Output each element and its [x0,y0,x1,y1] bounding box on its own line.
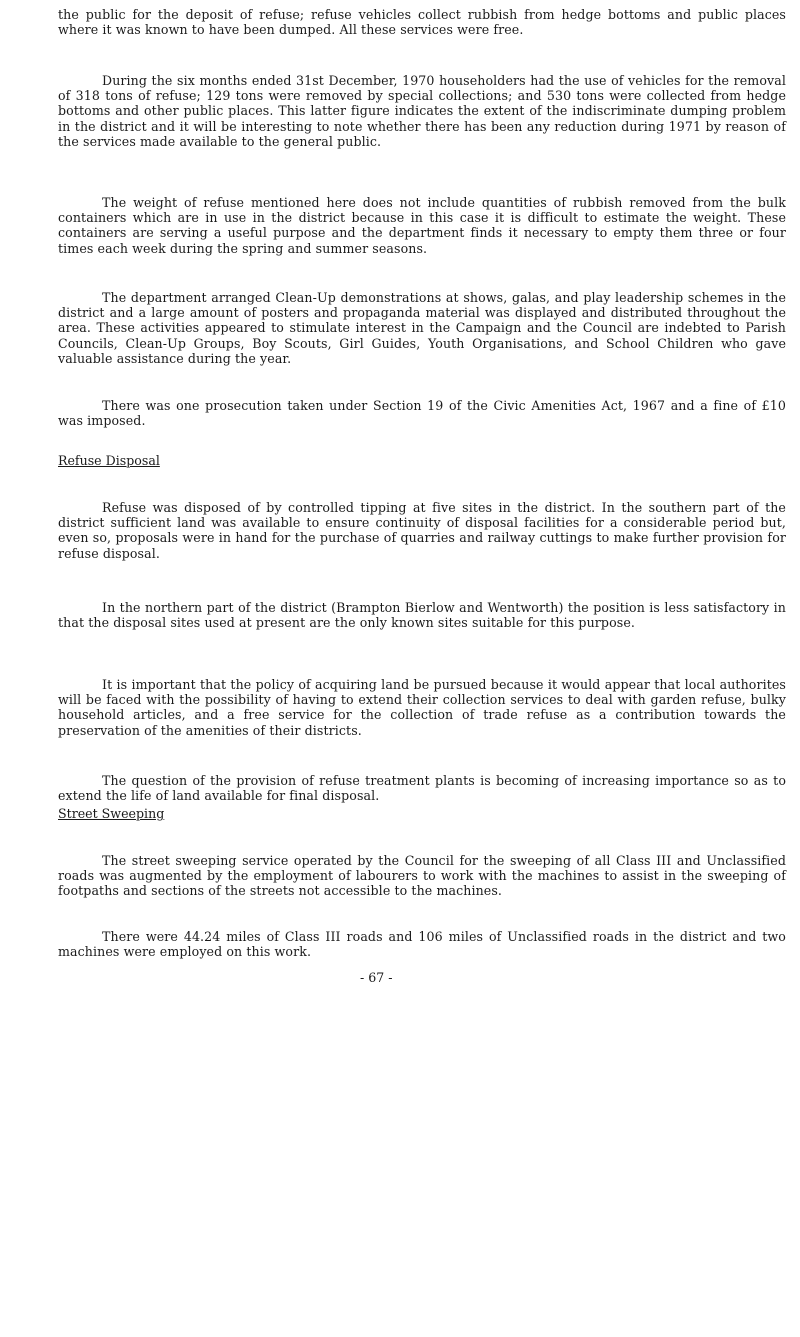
page-number: - 67 - [360,970,393,985]
paragraph-prosecution: There was one prosecution taken under Section 19 of the Civic Amenities Act, 1967 and a fine of £10 was imposed. [58,398,786,429]
paragraph-weight-of-refuse: The weight of refuse mentioned here does not include quantities of rubbish removed from the bulk containers which are in use in the district because in this case it is difficult to estimate the weight. These containers are serving a useful purpose and the department finds it necessary to empty them three or four times each week during the spring and summer seasons. [58,195,786,256]
paragraph-treatment-plants: The question of the provision of refuse treatment plants is becoming of increasing importance so as to extend the life of land available for final disposal. [58,773,786,804]
paragraph-miles-of-roads: There were 44.24 miles of Class III roads and 106 miles of Unclassified roads in the district and two machines were employed on this work. [58,929,786,960]
paragraph-six-months: During the six months ended 31st December, 1970 householders had the use of vehicles for the removal of 318 tons of refuse; 129 tons were removed by special collections; and 530 tons were collected from hedge bottoms and other public places. This latter figure indicates the extent of the indiscriminate dumping problem in the district and it will be interesting to note whether there has been any reduction during 1971 by reason of the services made available to the general public. [58,73,786,149]
heading-street-sweeping: Street Sweeping [58,806,165,821]
paragraph-public-deposit: the public for the deposit of refuse; refuse vehicles collect rubbish from hedge bottoms and public places where it was known to have been dumped. All these services were free. [58,7,786,38]
paragraph-northern-part: In the northern part of the district (Brampton Bierlow and Wentworth) the position is less satisfactory in that the disposal sites used at present are the only known sites suitable for this purpose. [58,600,786,631]
heading-refuse-disposal: Refuse Disposal [58,453,160,468]
paragraph-clean-up: The department arranged Clean-Up demonstrations at shows, galas, and play leadership schemes in the district and a large amount of posters and propaganda material was displayed and distributed throughout the area. These activities appeared to stimulate interest in the Campaign and the Council are indebted to Parish Councils, Clean-Up Groups, Boy Scouts, Girl Guides, Youth Organisations, and School Children who gave valuable assistance during the year. [58,290,786,366]
paragraph-street-sweeping-service: The street sweeping service operated by the Council for the sweeping of all Class III and Unclassified roads was augmented by the employment of labourers to work with the machines to assist in the sweeping of footpaths and sections of the streets not accessible to the machines. [58,853,786,899]
paragraph-acquiring-land: It is important that the policy of acquiring land be pursued because it would appear that local authorites will be faced with the possibility of having to extend their collection services to deal with garden refuse, bulky household articles, and a free service for the collection of trade refuse as a contribution towards the preservation of the amenities of their districts. [58,677,786,738]
paragraph-controlled-tipping: Refuse was disposed of by controlled tipping at five sites in the district. In the southern part of the district sufficient land was available to ensure continuity of disposal facilities for a considerable period but, even so, proposals were in hand for the purchase of quarries and railway cuttings to make further provision for refuse disposal. [58,500,786,561]
